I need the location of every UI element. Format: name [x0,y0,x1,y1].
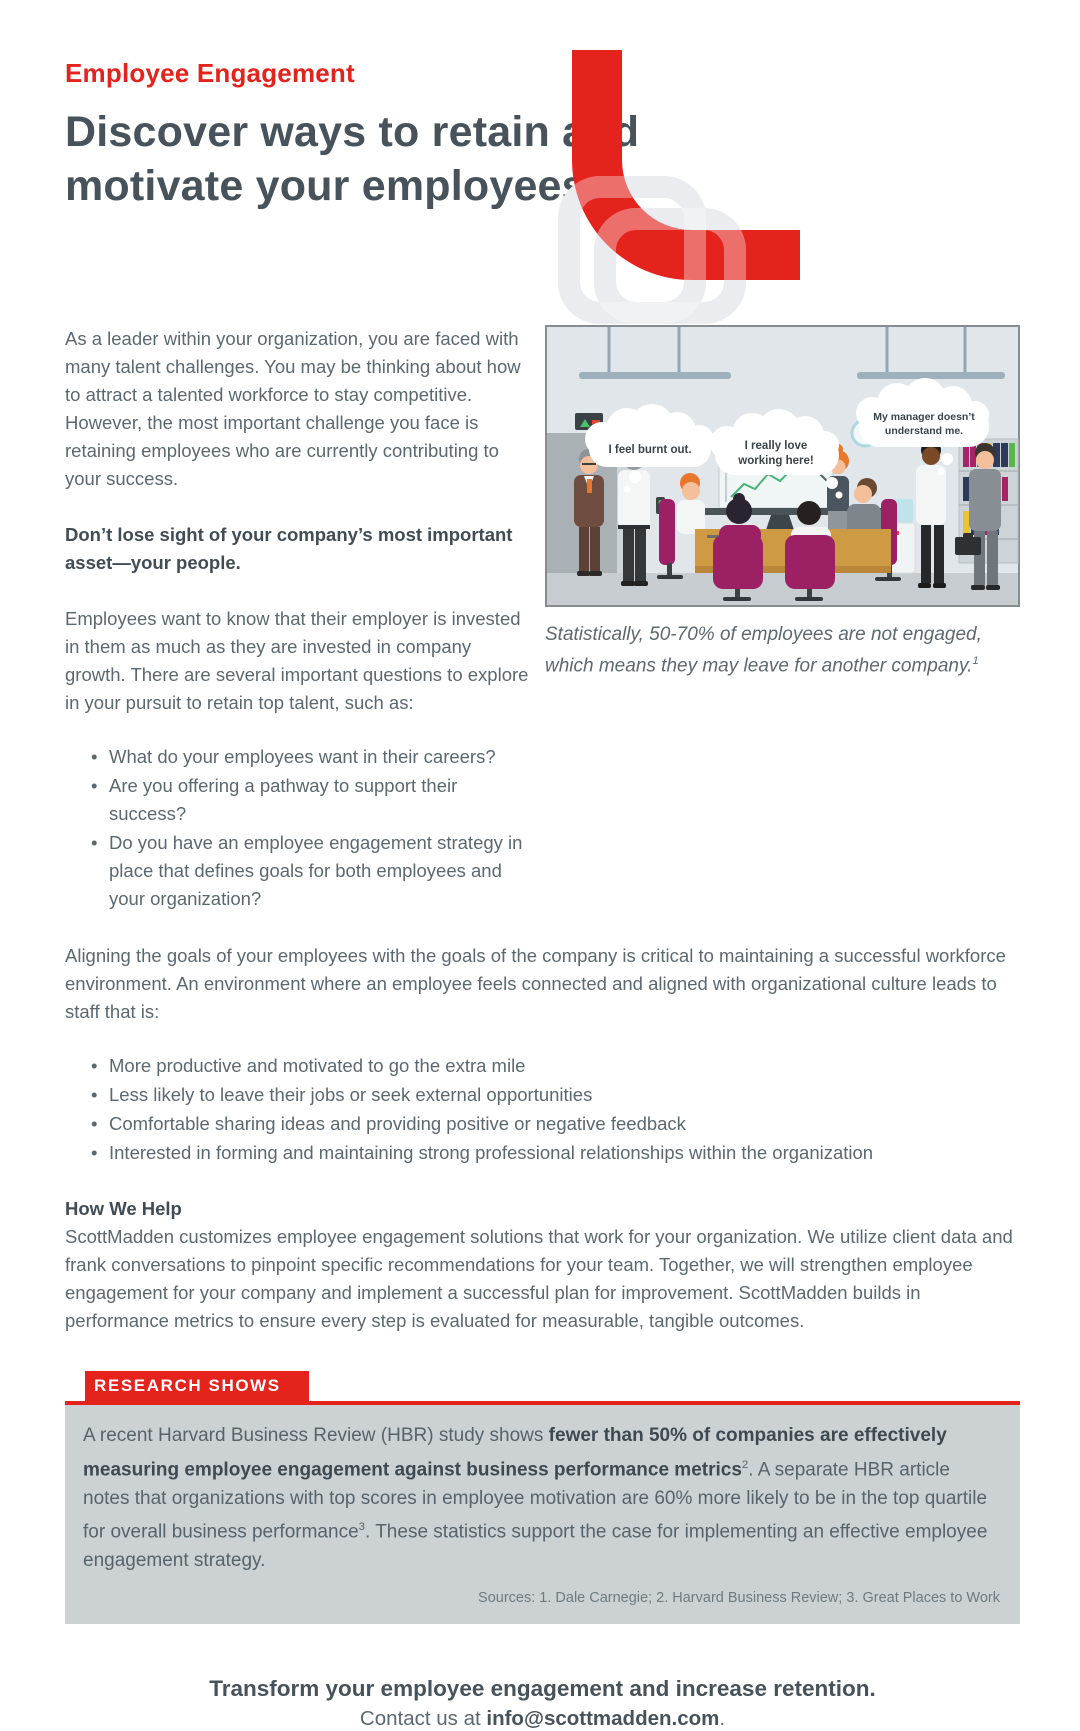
intro-text-column [65,325,531,914]
bubble-text-love-2: working here! [738,455,814,468]
alignment-paragraph: Aligning the goals of your employees with the goals of the company is critical to maintaining a successful workforce environment. An environment where an employee feels connected and aligned with organizational culture leads to staff that is: [65,945,1006,1023]
cta-headline: Transform your employee engagement and increase retention. [209,1676,876,1701]
list-item: • More productive and motivated to go the extra mile [91,1052,1020,1080]
caption-footnote-marker: 1 [972,655,979,668]
sources-line: Sources: 1. Dale Carnegie; 2. Harvard Business Review; 3. Great Places to Work [478,1589,1000,1606]
cta-contact-line [65,1707,1020,1731]
intro-paragraph-2: Employees want to know that their employer is invested in them as much as they are invested in company growth. There are several important questions to explore in your pursuit to retain top talent, such as: [65,608,529,714]
alignment-benefits-list [91,1052,1020,1167]
bubble-text-manager-2: understand me. [884,425,964,438]
figure-caption [545,621,1020,679]
footer-cta [65,1676,1020,1731]
intro-paragraph: As a leader within your organization, you are faced with many talent challenges. You may be thinking about how to attract a talented workforce to stay competitive. However, the most important challenge you face is retaining employees who are currently contributing to your success. [65,328,521,490]
bubble-text-love-1: I really love [744,440,808,453]
section-kicker: Employee Engagement [65,58,355,88]
questions-list [91,743,531,913]
office-illustration-figure [545,325,1020,679]
research-text-part: . A separate HBR article notes that organizations with top scores in employee motivation are 60% more likely to be in the top quartile for overall business performance [83,1459,988,1543]
list-item: • Interested in forming and maintaining strong professional relationships within the organization [91,1139,1020,1167]
cta-contact-suffix: . [719,1707,726,1730]
bubble-text-burnt-out: I feel burnt out. [608,444,692,457]
bubble-text-manager-1: My manager doesn’t [873,411,975,424]
research-section [65,1371,1020,1624]
caption-text: Statistically, 50-70% of employees are not engaged, which means they may leave for another company. [545,624,982,677]
footnote-marker-2: 2 [741,1458,749,1471]
how-we-help-section [65,1195,1020,1335]
how-we-help-paragraph: ScottMadden customizes employee engagement solutions that work for your organization. We utilize client data and frank conversations to pinpoint specific recommendations for your team. Together, we will strengthen employee engagement for your company and implement a successful plan for improvement. ScottMadden builds in performance metrics to ensure every step is evaluated for measurable, tangible outcomes. [65,1226,1013,1332]
research-text-part: A recent Harvard Business Review (HBR) study shows [83,1425,549,1447]
intro-row [65,325,1020,914]
list-item: • Less likely to leave their jobs or seek external opportunities [91,1081,1020,1109]
page-title: Discover ways to retain and motivate your employees [65,108,640,211]
research-shows-label: RESEARCH SHOWS [85,1371,309,1401]
cta-contact-prefix: Contact us at [359,1707,487,1730]
intro-subhead: Don’t lose sight of your company’s most important asset—your people. [65,524,513,574]
how-we-help-heading: How We Help [65,1198,182,1220]
list-item: • Do you have an employee engagement strategy in place that defines goals for both employees and your organization? [91,829,531,913]
contact-email-link[interactable]: info@scottmadden.com [486,1707,720,1730]
office-illustration [545,325,1020,607]
footnote-marker-3: 3 [358,1521,365,1534]
research-text [83,1422,1000,1575]
list-item: • Comfortable sharing ideas and providing positive or negative feedback [91,1110,1020,1138]
flyer-page [0,58,1080,1730]
list-item: • What do your employees want in their careers? [91,743,531,771]
list-item: • Are you offering a pathway to support their success? [91,772,531,828]
research-text-bold: fewer than 50% of companies are effectively measuring employee engagement against business performance metrics [83,1425,947,1481]
figure-column [545,325,1020,914]
research-box [65,1405,1020,1624]
research-text-part: . These statistics support the case for implementing an effective employee engagement strategy. [83,1521,988,1571]
